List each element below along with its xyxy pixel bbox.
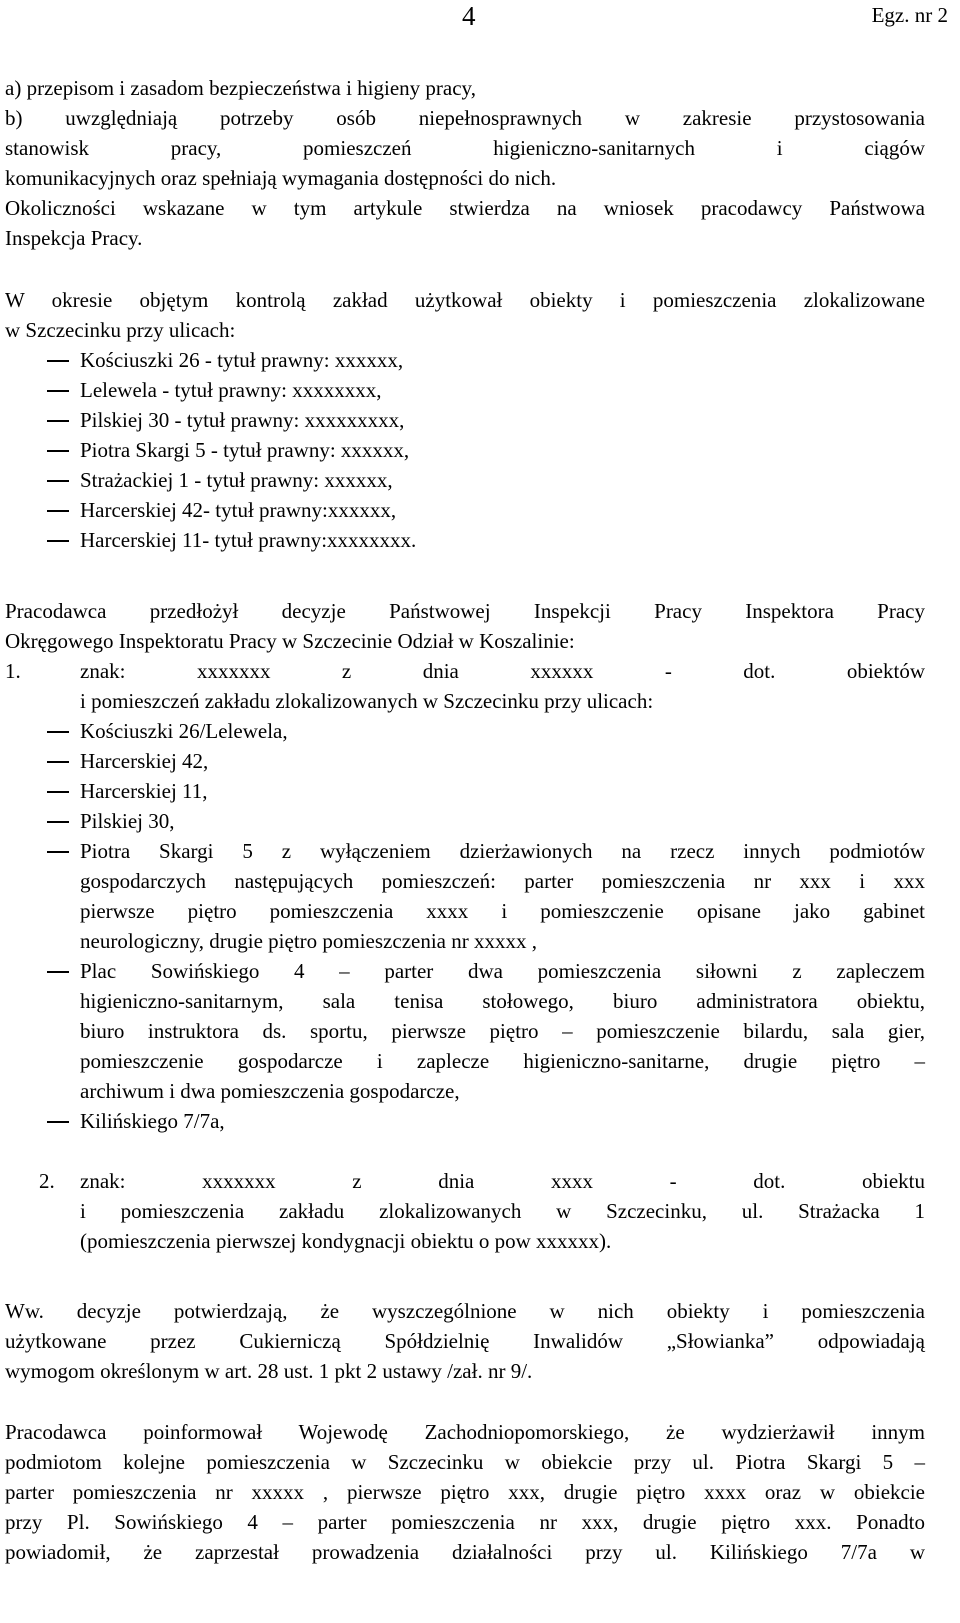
confirmation-paragraph: Ww. decyzje potwierdzają, że wyszczególnione w nich obiekty i pomieszczenia użytkowane przez Cukierniczą Spółdzielnię Inwalidów „Słowianka” odpowiadają wymogom określonym w art. 28 ust. 1 pkt 2 ustawy /zał. nr 9/. <box>5 1299 925 1383</box>
dash-bullet <box>47 821 69 823</box>
intro-section <box>5 73 925 253</box>
dash-bullet <box>47 851 69 853</box>
decision-line: i pomieszczenia zakładu zlokalizowanych w Szczecinku, ul. Strażacka 1 <box>80 1199 925 1223</box>
circumstances-line: Inspekcja Pracy. <box>5 226 143 250</box>
list-item-skargi: Piotra Skargi 5 z wyłączeniem dzierżawionych na rzecz innych podmiotów gospodarczych następujących pomieszczeń: parter pomieszczenia nr xxx i xxx pierwsze piętro pomieszczenia xxxx i pomieszczenie opisane jako gabinet neurologiczny, drugie piętro pomieszczenia nr xxxxx , <box>5 836 925 956</box>
decision-line: znak: xxxxxxx z dnia xxxxxx - dot. obiektów <box>80 659 925 683</box>
list-item: Kościuszki 26 - tytuł prawny: xxxxxx, <box>5 345 925 375</box>
list-item: Lelewela - tytuł prawny: xxxxxxxx, <box>5 375 925 405</box>
item-b-line: komunikacyjnych oraz spełniają wymagania dostępności do nich. <box>5 166 557 190</box>
list-item: Harcerskiej 11, <box>5 776 925 806</box>
list-item: Kilińskiego 7/7a, <box>5 1106 925 1136</box>
list-item: Harcerskiej 11- tytuł prawny:xxxxxxxx. <box>5 525 925 555</box>
item-a: a) przepisom i zasadom bezpieczeństwa i higieny pracy, <box>5 76 476 100</box>
dash-bullet <box>47 731 69 733</box>
objects-intro-line: W okresie objętym kontrolą zakład użytkował obiekty i pomieszczenia zlokalizowane <box>5 288 925 312</box>
decision-number: 1. <box>5 659 21 683</box>
dash-bullet <box>47 761 69 763</box>
list-item: Harcerskiej 42- tytuł prawny:xxxxxx, <box>5 495 925 525</box>
decision-2 <box>5 1166 925 1256</box>
decisions-intro-line: Okręgowego Inspektoratu Pracy w Szczecinie Odział w Koszalinie: <box>5 629 575 653</box>
list-item: Piotra Skargi 5 - tytuł prawny: xxxxxx, <box>5 435 925 465</box>
item-b-line: stanowisk pracy, pomieszczeń higieniczno-sanitarnych i ciągów <box>5 136 925 160</box>
list-item: Kościuszki 26/Lelewela, <box>5 716 925 746</box>
voivode-paragraph: Pracodawca poinformował Wojewodę Zachodniopomorskiego, że wydzierżawił innym podmiotom kolejne pomieszczenia w Szczecinku w obiekcie przy ul. Piotra Skargi 5 – parter pomieszczenia nr xxxxx , pierwsze piętro xxx, drugie piętro xxxx oraz w obiekcie przy Pl. Sowińskiego 4 – parter pomieszczenia nr xxx, drugie piętro xxx. Ponadto powiadomił, że zaprzestał prowadzenia działalności przy ul. Kilińskiego 7/7a w <box>5 1420 925 1564</box>
page-number: 4 <box>462 1 476 31</box>
list-item: Pilskiej 30 - tytuł prawny: xxxxxxxxx, <box>5 405 925 435</box>
list-item: Harcerskiej 42, <box>5 746 925 776</box>
decision-line: znak: xxxxxxx z dnia xxxx - dot. obiektu <box>80 1169 925 1193</box>
copy-label: Egz. nr 2 <box>871 3 948 27</box>
list-item-plac: Plac Sowińskiego 4 – parter dwa pomieszczenia siłowni z zapleczem higieniczno-sanitarnym, sala tenisa stołowego, biuro administratora obiektu, biuro instruktora ds. sportu, pierwsze piętro – pomieszczenie bilardu, sala gier, pomieszczenie gospodarcze i zaplecze higieniczno-sanitarne, drugie piętro – archiwum i dwa pomieszczenia gospodarcze, <box>5 956 925 1106</box>
decision-line: i pomieszczeń zakładu zlokalizowanych w Szczecinku przy ulicach: <box>80 689 654 713</box>
dash-bullet <box>47 791 69 793</box>
objects-section <box>5 285 925 555</box>
decision-line: (pomieszczenia pierwszej kondygnacji obiektu o pow xxxxxx). <box>80 1229 612 1253</box>
dash-bullet <box>47 450 69 452</box>
list-item: Pilskiej 30, <box>5 806 925 836</box>
dash-bullet <box>47 360 69 362</box>
dash-bullet <box>47 510 69 512</box>
dash-bullet <box>47 480 69 482</box>
list-item: Strażackiej 1 - tytuł prawny: xxxxxx, <box>5 465 925 495</box>
circumstances-line: Okoliczności wskazane w tym artykule stwierdza na wniosek pracodawcy Państwowa <box>5 196 925 220</box>
decision-number: 2. <box>39 1169 55 1193</box>
dash-bullet <box>47 540 69 542</box>
dash-bullet <box>47 420 69 422</box>
decisions-intro-line: Pracodawca przedłożył decyzje Państwowej Inspekcji Pracy Inspektora Pracy <box>5 599 925 623</box>
item-b-line: b) uwzględniają potrzeby osób niepełnosprawnych w zakresie przystosowania <box>5 106 925 130</box>
objects-intro-line: w Szczecinku przy ulicach: <box>5 318 236 342</box>
dash-bullet <box>47 1121 69 1123</box>
dash-bullet <box>47 971 69 973</box>
dash-bullet <box>47 390 69 392</box>
decisions-section <box>5 596 925 1256</box>
decision-1 <box>5 656 925 716</box>
